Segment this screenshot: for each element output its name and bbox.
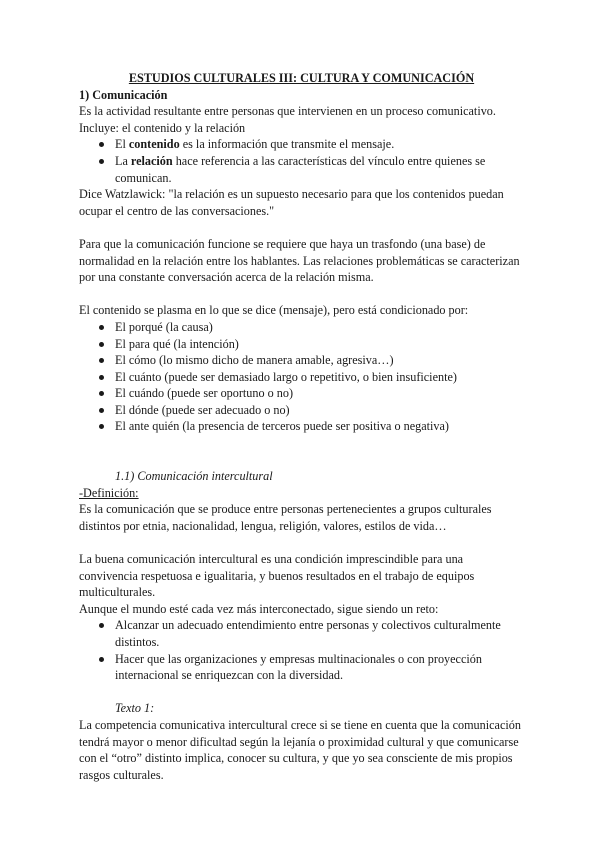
paragraph-reto: Aunque el mundo esté cada vez más interconectado, sigue siendo un reto: [79,601,439,616]
bold-term-contenido: contenido [128,137,180,152]
text-run: hace referencia a las características del vínculo entre quienes se comunican. [115,153,486,185]
subsection-heading-intercultural: 1.1) Comunicación intercultural [115,469,273,484]
paragraph-buena-comunicacion: La buena comunicación intercultural es una condición imprescindible para una convivencia respetuosa e igualitaria, y buenos resultados en el trabajo de equipos multiculturales. [79,552,475,600]
spacer [79,684,524,701]
list-item: Alcanzar un adecuado entendimiento entre personas y colectivos culturalmente distintos. [79,617,524,650]
list-item: Hacer que las organizaciones y empresas multinacionales o con proyección internacional se enriquezcan con la diversidad. [79,651,524,684]
paragraph-intercultural-definition: Es la comunicación que se produce entre personas pertenecientes a grupos culturales distintos por etnia, nacionalidad, lengua, religión, valores, estilos de vida… [79,502,492,533]
list-item: El para qué (la intención) [79,336,524,353]
list-contenido-relacion [79,136,524,186]
list-item: El cómo (lo mismo dicho de manera amable, agresiva…) [79,352,524,369]
definition-label: -Definición: [79,485,139,500]
list-item: El cuándo (puede ser oportuno o no) [79,385,524,402]
paragraph-contenido-condicionado: El contenido se plasma en lo que se dice (mensaje), pero está condicionado por: [79,303,469,318]
spacer [79,286,524,303]
spacer [79,219,524,236]
paragraph-watzlawick-quote: Dice Watzlawick: "la relación es un supuesto necesario para que los contenidos puedan ocupar el centro de las conversaciones." [79,187,504,218]
spacer [79,534,524,551]
text-run: El [115,137,129,152]
list-conditions [79,319,524,435]
paragraph-includes: Incluye: el contenido y la relación [79,120,246,135]
paragraph-trasfondo: Para que la comunicación funcione se requiere que haya un trasfondo (una base) de normalidad en la relación entre los hablantes. Las relaciones problemáticas se caracterizan por una constante conversación acerca de la relación misma. [79,236,520,285]
section-heading-comunicacion: 1) Comunicación [79,87,168,102]
list-item: El porqué (la causa) [79,319,524,336]
spacer [79,435,524,468]
document-title: ESTUDIOS CULTURALES III: CULTURA Y COMUNICACIÓN [128,71,475,85]
text-run: La [115,153,131,168]
document-body [79,70,524,783]
list-item-contenido [79,136,524,153]
paragraph-texto-1: La competencia comunicativa intercultural crece si se tiene en cuenta que la comunicación tendrá mayor o menor dificultad según la lejanía o proximidad cultural y que comunicarse con el “otro” distinto implica, conocer su cultura, y que yo sea consciente de mis propios rasgos culturales. [79,717,521,782]
list-item: El cuánto (puede ser demasiado largo o repetitivo, o bien insuficiente) [79,369,524,386]
texto-1-label: Texto 1: [115,701,155,716]
list-item: El dónde (puede ser adecuado o no) [79,402,524,419]
list-item-relacion [79,153,524,186]
text-run: es la información que transmite el mensaje. [179,137,395,152]
bold-term-relacion: relación [130,153,173,168]
list-challenges [79,617,524,683]
list-item: El ante quién (la presencia de terceros puede ser positiva o negativa) [79,418,524,435]
paragraph-definition: Es la actividad resultante entre personas que intervienen en un proceso comunicativo. [79,104,496,119]
